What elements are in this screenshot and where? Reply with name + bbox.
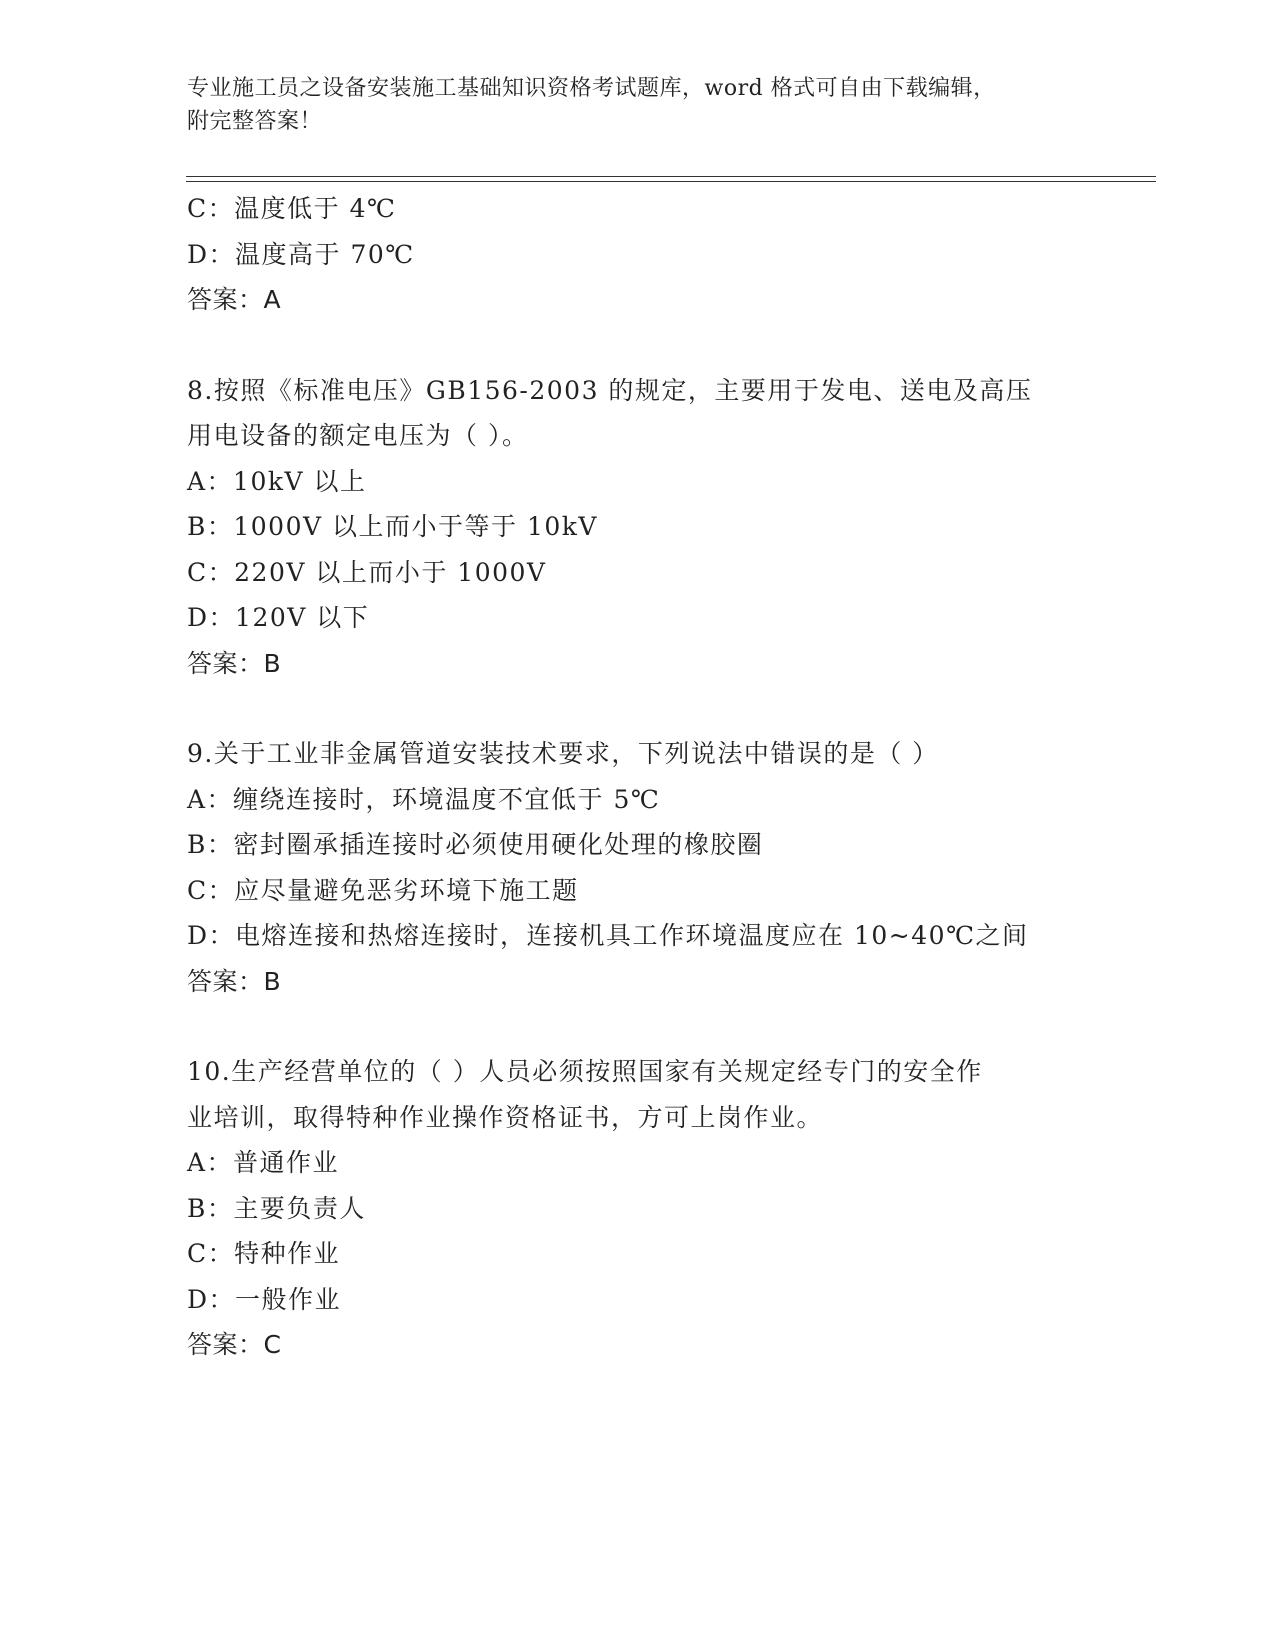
question-7-tail — [187, 186, 1087, 323]
option-b: B：密封圈承插连接时必须使用硬化处理的橡胶圈 — [187, 830, 764, 859]
option-d: D：一般作业 — [187, 1284, 342, 1314]
option-d: D：电熔连接和热熔连接时，连接机具工作环境温度应在 10~40℃之间 — [187, 921, 1029, 950]
answer: 答案：A — [187, 285, 282, 314]
header-line-2: 附完整答案！ — [187, 109, 323, 134]
question-10 — [187, 1049, 1087, 1368]
question-8 — [187, 368, 1087, 687]
header-divider-top — [186, 176, 1156, 177]
question-list — [187, 186, 1087, 1368]
option-d: D：温度高于 70℃ — [187, 239, 415, 269]
option-c: C：温度低于 4℃ — [187, 194, 397, 223]
document-header — [187, 72, 1147, 138]
question-stem-line-1: 9.关于工业非金属管道安装技术要求，下列说法中错误的是（ ） — [187, 739, 939, 768]
spacer — [187, 686, 1087, 731]
header-divider-bottom — [186, 181, 1156, 182]
header-line-1: 专业施工员之设备安装施工基础知识资格考试题库，word 格式可自由下载编辑， — [187, 76, 996, 101]
option-b: B：主要负责人 — [187, 1193, 366, 1223]
option-a: A：10kV 以上 — [187, 466, 367, 496]
question-stem-line-2: 业培训，取得特种作业操作资格证书，方可上岗作业。 — [187, 1102, 824, 1132]
question-stem-line-2: 用电设备的额定电压为（ ）。 — [187, 421, 529, 450]
option-c: C：220V 以上而小于 1000V — [187, 557, 547, 587]
option-c: C：应尽量避免恶劣环境下施工题 — [187, 875, 579, 905]
answer: 答案：B — [187, 966, 282, 996]
question-stem-line-1: 8.按照《标准电压》GB156-2003 的规定，主要用于发电、送电及高压 — [187, 375, 1033, 405]
option-a: A：普通作业 — [187, 1148, 340, 1177]
question-stem-line-1: 10.生产经营单位的（ ）人员必须按照国家有关规定经专门的安全作 — [187, 1057, 983, 1086]
option-d: D：120V 以下 — [187, 603, 370, 632]
spacer — [187, 323, 1087, 368]
answer: 答案：C — [187, 1330, 282, 1359]
option-a: A：缠绕连接时，环境温度不宜低于 5℃ — [187, 784, 661, 814]
option-c: C：特种作业 — [187, 1239, 341, 1268]
spacer — [187, 1004, 1087, 1049]
option-b: B：1000V 以上而小于等于 10kV — [187, 512, 598, 541]
answer: 答案：B — [187, 648, 282, 678]
question-9 — [187, 731, 1087, 1004]
